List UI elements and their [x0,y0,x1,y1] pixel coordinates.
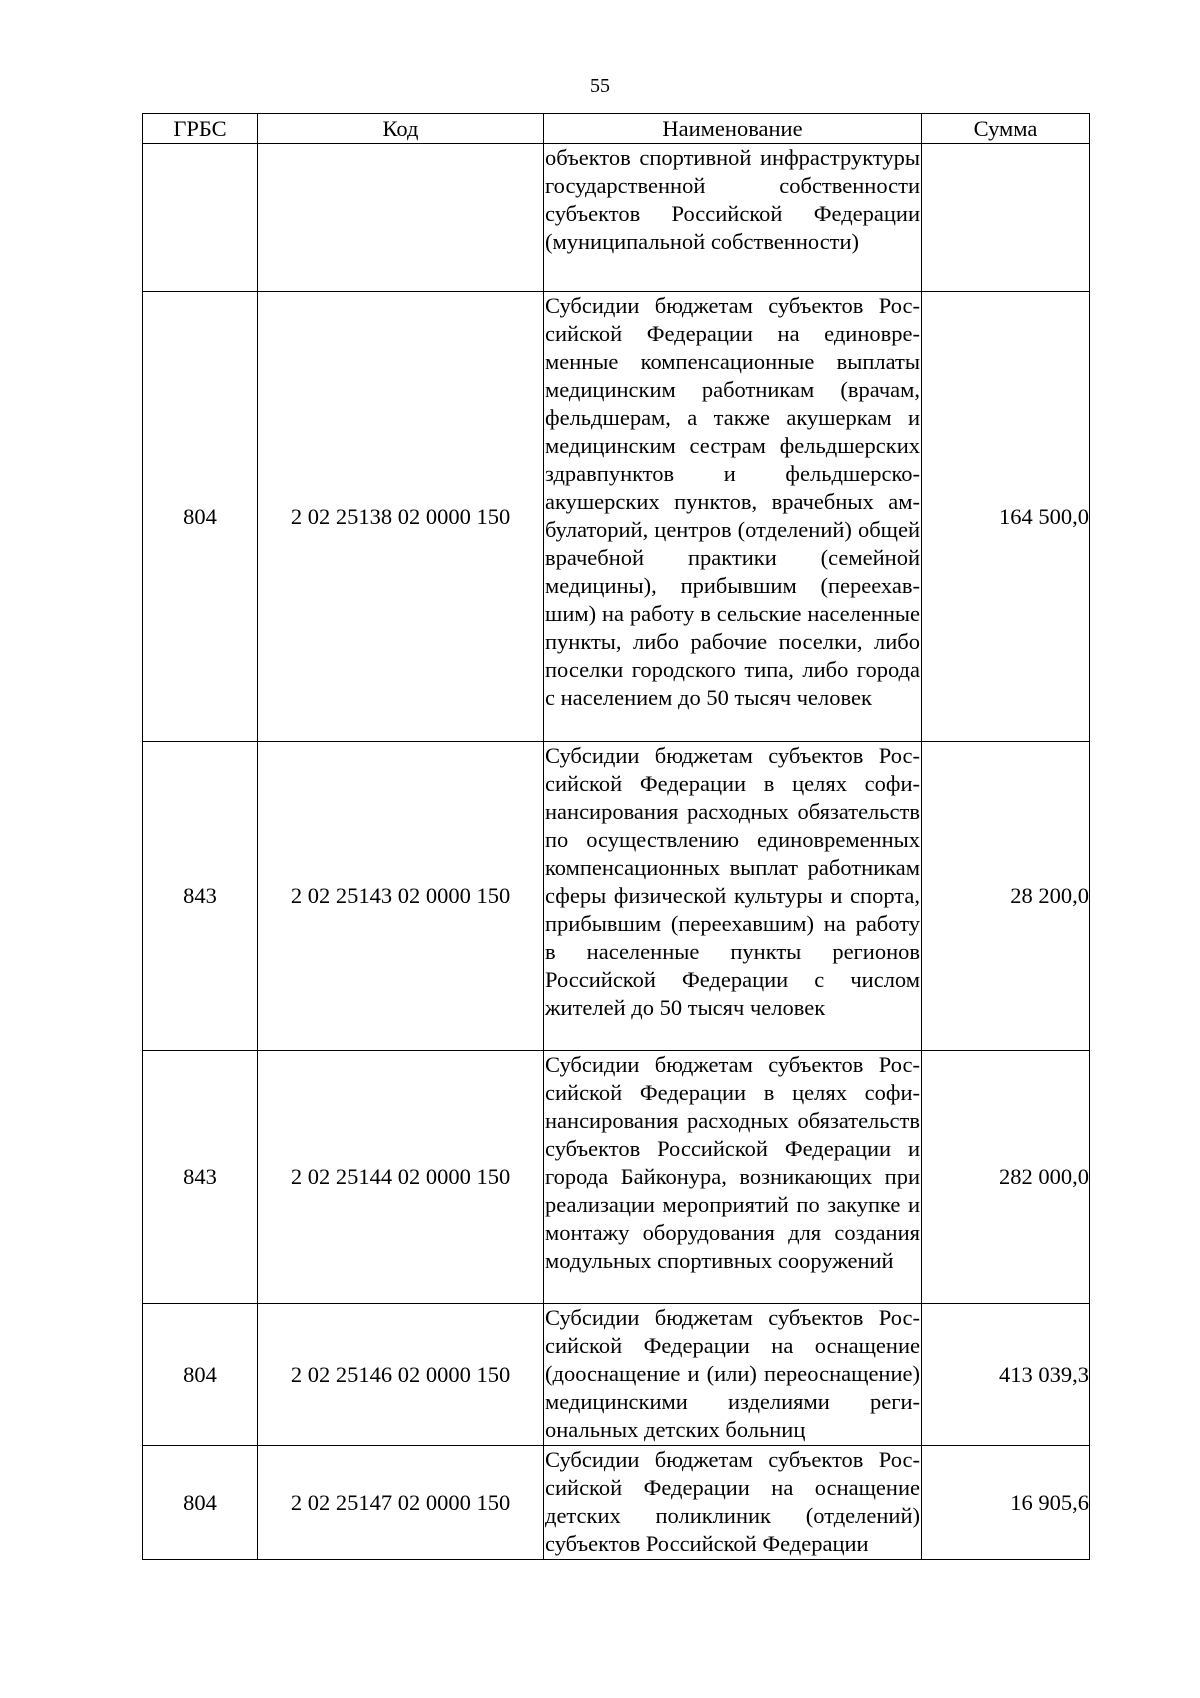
name-text: объектов спортивной инфраструктуры государственной собственности субъектов Российской Федерации (муниципальной собственности) [545,145,920,254]
table-row [143,144,1090,292]
header-sum: Сумма [922,114,1090,144]
table-body [143,144,1090,1560]
sum-cell: 28 200,0 [922,742,1090,1051]
name-text: Субсидии бюджетам субъектов Российской Федерации на оснащение детских поликлиник (отделений) субъектов Российской Федерации [545,1447,920,1556]
header-grbs: ГРБС [143,114,258,144]
code-cell: 2 02 25144 02 0000 150 [258,1051,544,1304]
grbs-cell: 804 [143,1446,258,1560]
table-header [143,114,1090,144]
name-cell [544,1051,922,1304]
name-text: Субсидии бюджетам субъектов Российской Федерации на единовременные компенсационные выплаты медицинским работникам (врачам, фельдшерам, а также акушеркам и медицинским сестрам фельдшерских здравпунктов и фельдшерско-акушерских пунктов, врачебных амбулаторий, центров (отделений) общей врачебной практики (семейной медицины), прибывшим (переехавшим) на работу в сельские населенные пункты, либо рабочие поселки, либо поселки городского типа, либо города с населением до 50 тысяч человек [545,293,920,710]
name-cell [544,292,922,742]
code-cell [258,144,544,292]
grbs-cell: 843 [143,1051,258,1304]
grbs-cell: 804 [143,292,258,742]
code-cell: 2 02 25138 02 0000 150 [258,292,544,742]
page-number: 55 [590,75,610,97]
table-row [143,1304,1090,1446]
sum-cell: 164 500,0 [922,292,1090,742]
header-name: Наименование [544,114,922,144]
table-row [143,742,1090,1051]
grbs-cell: 804 [143,1304,258,1446]
name-text: Субсидии бюджетам субъектов Российской Федерации на оснащение (дооснащение и (или) переоснащение) медицинскими изделиями региональных детских больниц [545,1305,920,1442]
table-row [143,1446,1090,1560]
table-row [143,1051,1090,1304]
name-text: Субсидии бюджетам субъектов Российской Федерации в целях софинансирования расходных обязательств субъектов Российской Федерации и города Байконура, возникающих при реализации мероприятий по закупке и монтажу оборудования для создания модульных спортивных сооружений [545,1052,920,1273]
code-cell: 2 02 25143 02 0000 150 [258,742,544,1051]
name-cell [544,742,922,1051]
name-cell [544,1304,922,1446]
header-row [143,114,1090,144]
sum-cell: 282 000,0 [922,1051,1090,1304]
code-cell: 2 02 25146 02 0000 150 [258,1304,544,1446]
table-row [143,292,1090,742]
sum-cell: 413 039,3 [922,1304,1090,1446]
code-cell: 2 02 25147 02 0000 150 [258,1446,544,1560]
name-text: Субсидии бюджетам субъектов Российской Федерации в целях софинансирования расходных обязательств по осуществлению единовременных компенсационных выплат работникам сферы физической культуры и спорта, прибывшим (переехавшим) на работу в населенные пункты регионов Российской Федерации с числом жителей до 50 тысяч человек [545,743,920,1020]
grbs-cell: 843 [143,742,258,1051]
sum-cell: 16 905,6 [922,1446,1090,1560]
name-cell [544,1446,922,1560]
name-cell [544,144,922,292]
header-code: Код [258,114,544,144]
budget-table [142,113,1090,1560]
grbs-cell [143,144,258,292]
sum-cell [922,144,1090,292]
